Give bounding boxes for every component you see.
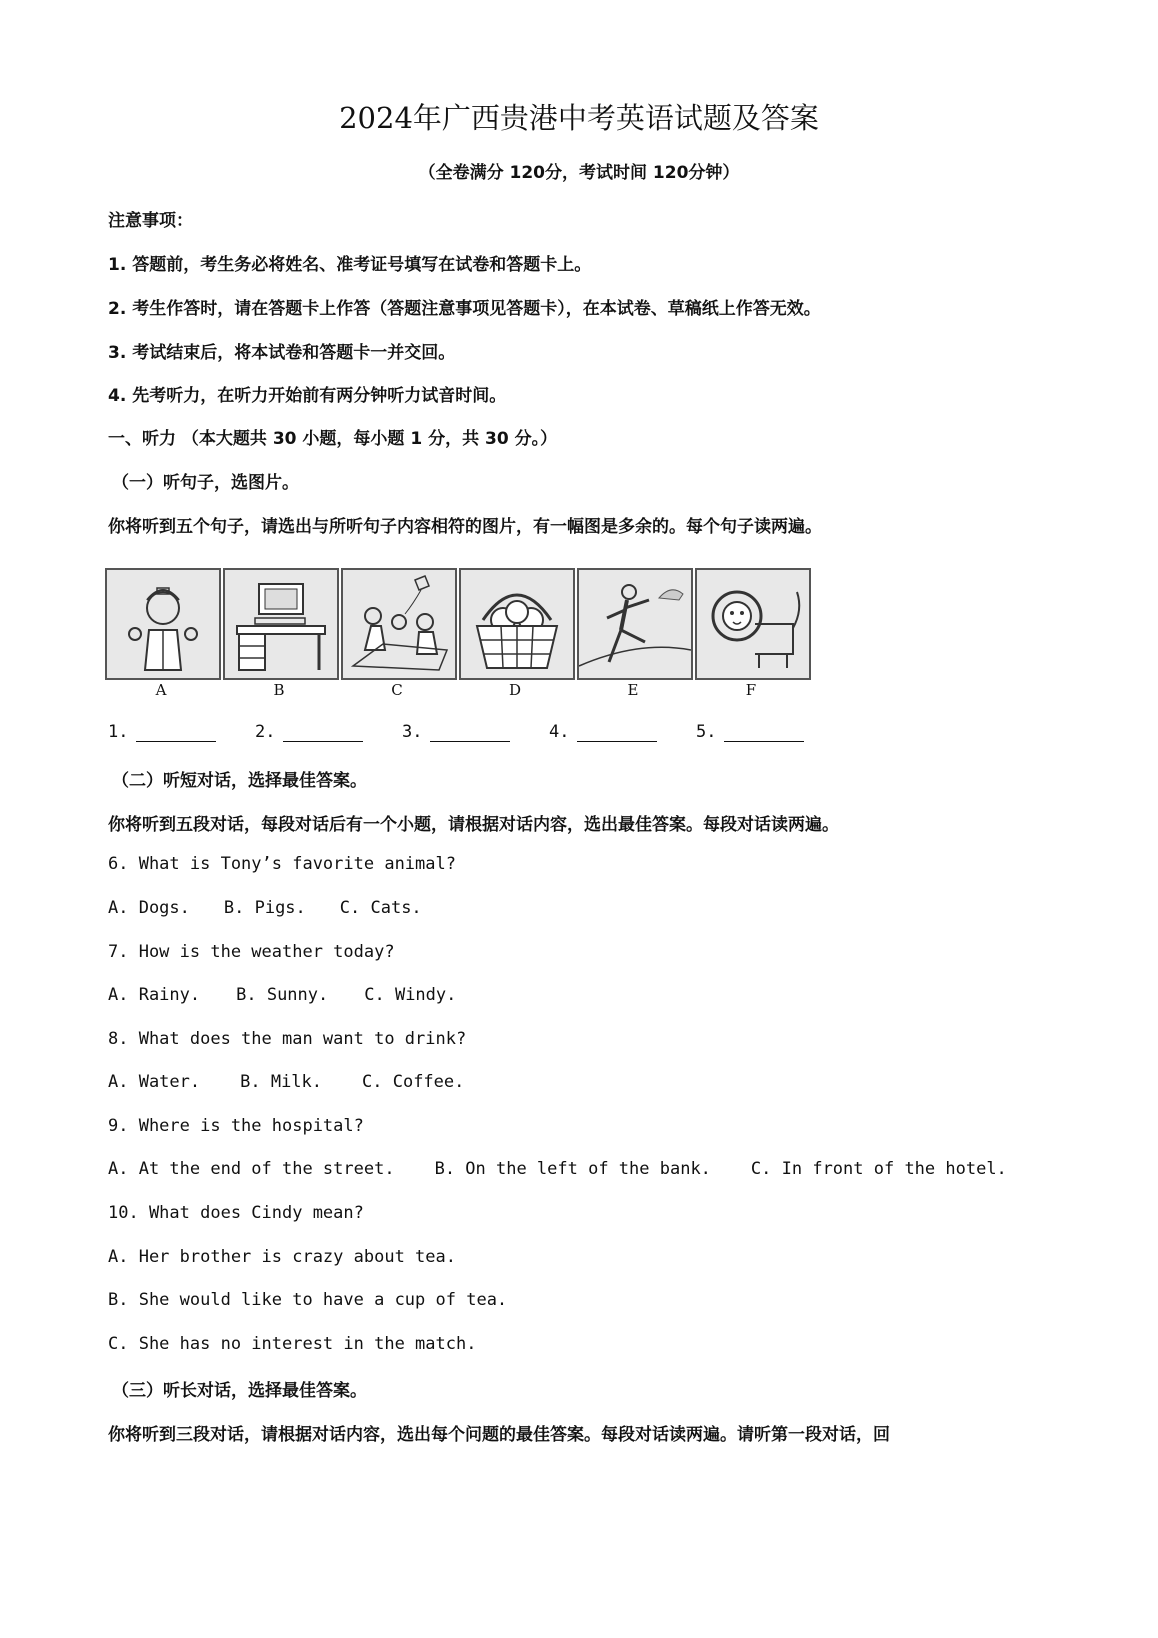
part1-instruction: 你将听到五个句子，请选出与所听句子内容相符的图片，有一幅图是多余的。每个句子读两遍。 xyxy=(108,517,822,537)
picture-a xyxy=(105,568,221,680)
answer-blank[interactable]: 3. xyxy=(402,722,510,742)
notice-heading: 注意事项： xyxy=(108,211,193,231)
options-8 xyxy=(108,1072,464,1092)
picture-label: C xyxy=(391,681,403,699)
options-7 xyxy=(108,985,456,1005)
option[interactable]: A. Water. xyxy=(108,1072,201,1092)
notice-item: 1. 答题前，考生务必将姓名、准考证号填写在试卷和答题卡上。 xyxy=(108,255,592,275)
part2-heading: （二）听短对话，选择最佳答案。 xyxy=(112,771,367,791)
picture-e xyxy=(577,568,693,680)
notice-item: 3. 考试结束后，将本试卷和答题卡一并交回。 xyxy=(108,343,456,363)
page-title: 2024年广西贵港中考英语试题及答案 xyxy=(339,101,819,135)
option[interactable]: C. Cats. xyxy=(339,898,422,918)
question-6: 6. What is Tony’s favorite animal? xyxy=(108,854,456,874)
computer-desk-icon xyxy=(225,570,337,678)
picture-label: D xyxy=(508,681,522,699)
option[interactable]: B. Sunny. xyxy=(236,985,329,1005)
lion-icon xyxy=(697,570,809,678)
option[interactable]: A. At the end of the street. xyxy=(108,1159,395,1179)
option[interactable]: B. Milk. xyxy=(240,1072,323,1092)
answer-blank[interactable]: 2. xyxy=(255,722,363,742)
picture-f xyxy=(695,568,811,680)
option[interactable]: A. Her brother is crazy about tea. xyxy=(108,1247,456,1267)
option[interactable]: C. Windy. xyxy=(364,985,457,1005)
option[interactable]: C. She has no interest in the match. xyxy=(108,1334,477,1354)
part2-instruction: 你将听到五段对话，每段对话后有一个小题，请根据对话内容，选出最佳答案。每段对话读两遍。 xyxy=(108,815,839,835)
option[interactable]: C. Coffee. xyxy=(362,1072,465,1092)
part3-heading: （三）听长对话，选择最佳答案。 xyxy=(112,1381,367,1401)
apple-basket-icon xyxy=(461,570,573,678)
picture-label: E xyxy=(627,681,639,699)
option[interactable]: C. In front of the hotel. xyxy=(750,1159,1007,1179)
option[interactable]: B. She would like to have a cup of tea. xyxy=(108,1290,508,1310)
picture-b xyxy=(223,568,339,680)
answer-blank[interactable]: 1. xyxy=(108,722,216,742)
question-10: 10. What does Cindy mean? xyxy=(108,1203,364,1223)
picture-d xyxy=(459,568,575,680)
option[interactable]: A. Rainy. xyxy=(108,985,201,1005)
section-heading: 一、听力 （本大题共 30 小题，每小题 1 分，共 30 分。） xyxy=(108,429,558,449)
part1-heading: （一）听句子，选图片。 xyxy=(112,473,299,493)
question-7: 7. How is the weather today? xyxy=(108,942,395,962)
question-9: 9. Where is the hospital? xyxy=(108,1116,364,1136)
answer-blank[interactable]: 5. xyxy=(696,722,804,742)
part3-instruction: 你将听到三段对话，请根据对话内容，选出每个问题的最佳答案。每段对话读两遍。请听第一段对话，回 xyxy=(108,1425,890,1445)
option[interactable]: B. On the left of the bank. xyxy=(434,1159,711,1179)
picture-label: B xyxy=(273,681,285,699)
notice-item: 2. 考生作答时，请在答题卡上作答（答题注意事项见答题卡），在本试卷、草稿纸上作答无效。 xyxy=(108,299,821,319)
option[interactable]: B. Pigs. xyxy=(223,898,306,918)
picture-label: A xyxy=(155,681,167,699)
answer-blank[interactable]: 4. xyxy=(549,722,657,742)
picnic-icon xyxy=(343,570,455,678)
options-6 xyxy=(108,898,422,918)
notice-item: 4. 先考听力，在听力开始前有两分钟听力试音时间。 xyxy=(108,386,507,406)
picture-strip xyxy=(105,568,813,704)
page-subtitle: （全卷满分 120分，考试时间 120分钟） xyxy=(418,163,740,183)
question-8: 8. What does the man want to drink? xyxy=(108,1029,467,1049)
picture-c xyxy=(341,568,457,680)
picture-label: F xyxy=(745,681,757,699)
option[interactable]: A. Dogs. xyxy=(108,898,190,918)
options-9 xyxy=(108,1159,1007,1179)
runner-icon xyxy=(579,570,691,678)
doctor-icon xyxy=(107,570,219,678)
